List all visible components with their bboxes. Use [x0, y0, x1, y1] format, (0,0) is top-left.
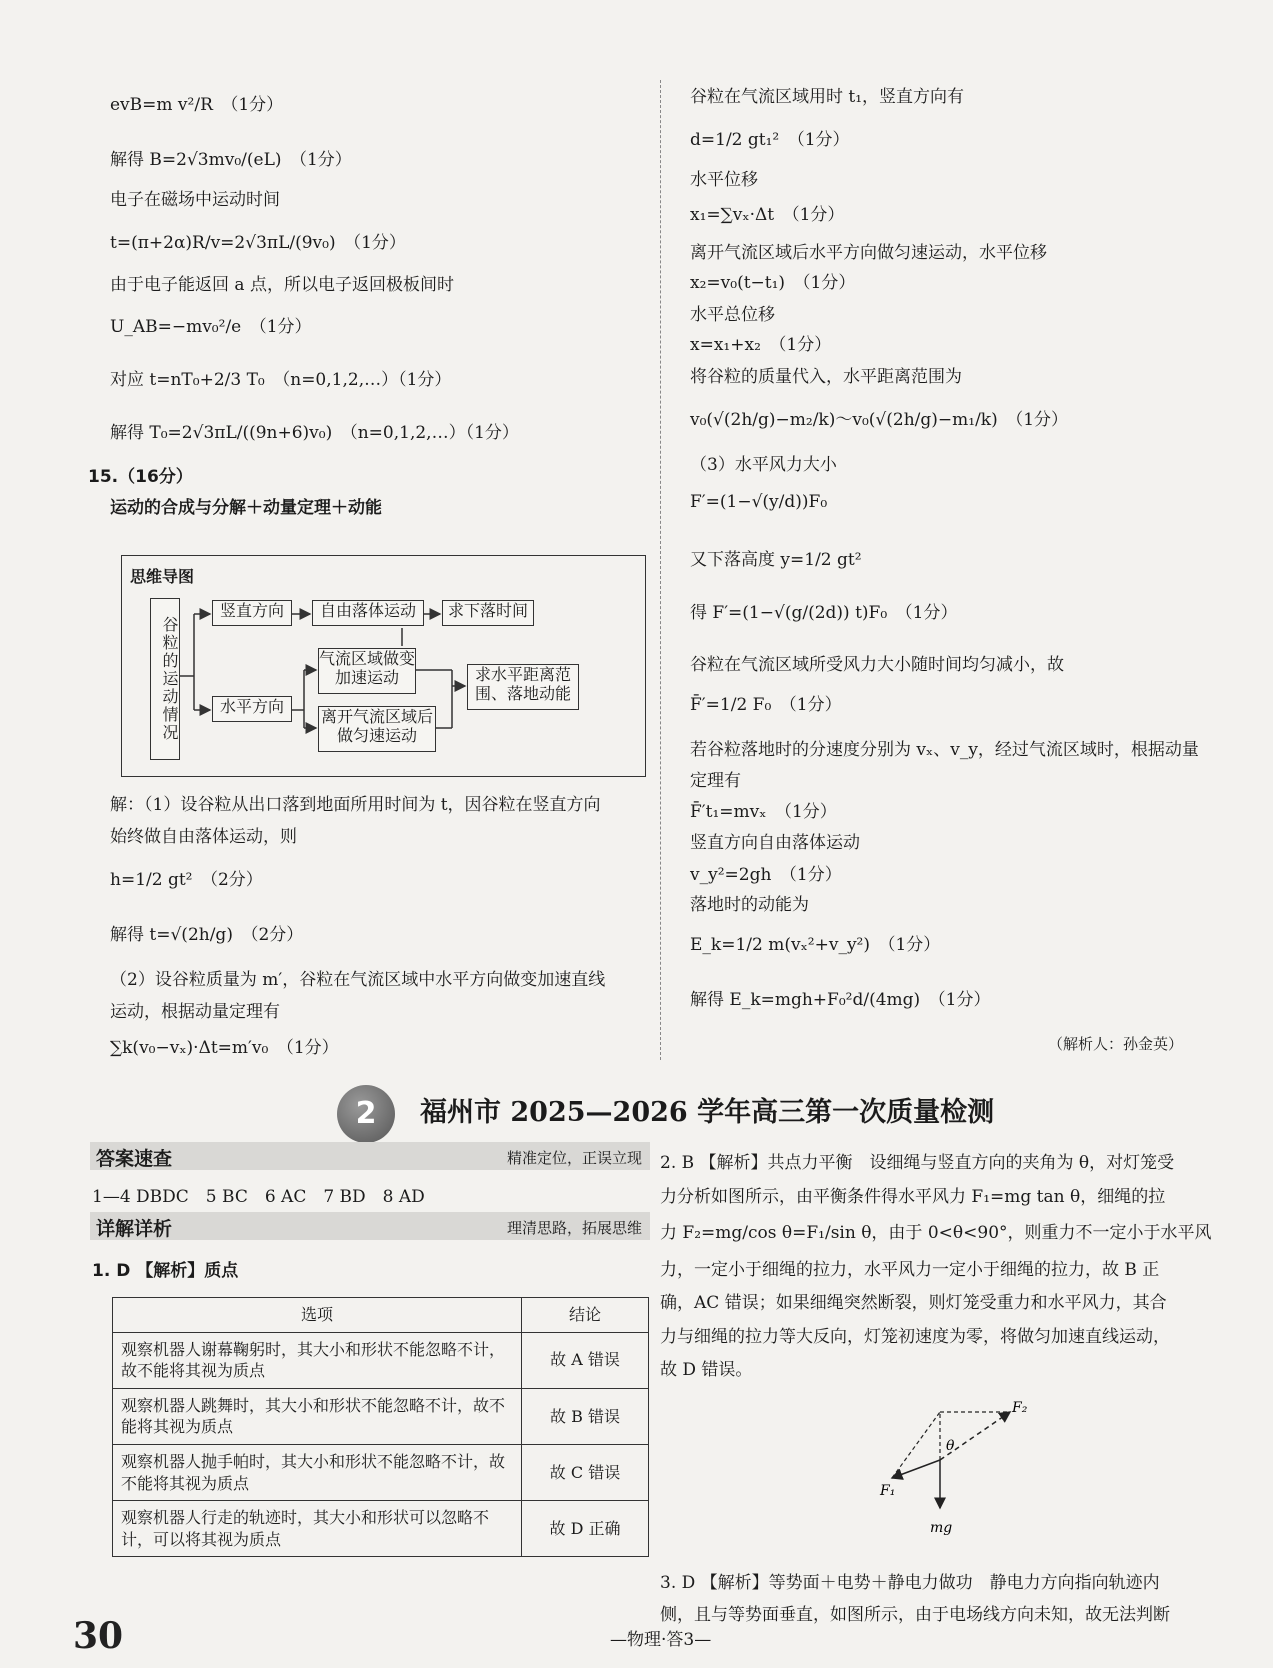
column-separator	[660, 80, 661, 1060]
right-line-23: E_k=1/2 m(vₓ²+v_y²) （1分）	[690, 935, 941, 955]
node-vertical: 竖直方向	[212, 600, 292, 626]
sol-line-5: （2）设谷粒质量为 m′，谷粒在气流区域中水平方向做变加速直线	[110, 970, 606, 990]
label-f1: F₁	[880, 1483, 896, 1499]
q1-table	[112, 1297, 649, 1557]
formula-t0: 解得 T₀=2√3πL/((9n+6)v₀) （n=0,1,2,…）（1分）	[110, 423, 519, 443]
q1-heading: 1. D 【解析】质点	[92, 1261, 239, 1281]
table-row	[113, 1388, 649, 1444]
q2-line-6: 力与细绳的拉力等大反向，灯笼初速度为零，将做匀加速直线运动，	[660, 1327, 1170, 1347]
text-time-label: 电子在磁场中运动时间	[110, 190, 280, 210]
q2-line-4: 力，一定小于细绳的拉力，水平风力一定小于细绳的拉力，故 B 正	[660, 1260, 1160, 1280]
node-fall-time: 求下落时间	[442, 600, 534, 626]
table-header-row	[113, 1298, 649, 1333]
formula-t: t=(π+2α)R/v=2√3πL/(9v₀) （1分）	[110, 233, 406, 253]
bar-details	[90, 1212, 650, 1240]
table-cell-conclusion: 故 A 错误	[522, 1332, 649, 1388]
right-line-24: 解得 E_k=mgh+F₀²d/(4mg) （1分）	[690, 990, 991, 1010]
table-cell-conclusion: 故 C 错误	[522, 1444, 649, 1500]
mind-map-title: 思维导图	[130, 567, 195, 586]
node-leave: 离开气流区域后做匀速运动	[318, 706, 436, 752]
table-row	[113, 1444, 649, 1500]
page-footer: —物理·答3—	[610, 1630, 712, 1650]
right-line-22: 落地时的动能为	[690, 895, 809, 915]
bar-details-motto: 理清思路，拓展思维	[506, 1219, 642, 1237]
sol-line-2: 始终做自由落体运动，则	[110, 827, 297, 847]
section-badge: 2	[337, 1085, 395, 1143]
label-mg: mg	[930, 1520, 953, 1536]
node-horizontal: 水平方向	[212, 696, 292, 722]
sol-line-7: ∑k(v₀−vₓ)·Δt=m′v₀ （1分）	[110, 1038, 339, 1058]
right-line-17: 若谷粒落地时的分速度分别为 vₓ、v_y，经过气流区域时，根据动量	[690, 740, 1199, 760]
table-cell-option: 观察机器人跳舞时，其大小和形状不能忽略不计，故不能将其视为质点	[113, 1388, 522, 1444]
bar-details-label: 详解详析	[96, 1218, 173, 1240]
q2-line-3: 力 F₂=mg/cos θ=F₁/sin θ，由于 0<θ<90°，则重力不一定小于水平风	[660, 1223, 1212, 1243]
mind-map	[121, 555, 646, 777]
right-line-18: 定理有	[690, 771, 741, 791]
author-credit: （解析人：孙金英）	[1048, 1035, 1184, 1053]
bar-answers-label: 答案速查	[96, 1148, 173, 1170]
force-diagram	[870, 1400, 1030, 1540]
table-row	[113, 1332, 649, 1388]
right-line-1: 谷粒在气流区域用时 t₁，竖直方向有	[690, 87, 965, 107]
mind-map-arrows	[122, 556, 645, 776]
right-line-2: d=1/2 gt₁² （1分）	[690, 130, 850, 150]
table-head-conclusion: 结论	[522, 1298, 649, 1333]
right-line-5: 离开气流区域后水平方向做匀速运动，水平位移	[690, 243, 1047, 263]
right-line-6: x₂=v₀(t−t₁) （1分）	[690, 273, 856, 293]
node-freefall: 自由落体运动	[312, 600, 424, 626]
formula-uab: U_AB=−mv₀²/e （1分）	[110, 317, 312, 337]
right-line-9: 将谷粒的质量代入，水平距离范围为	[690, 367, 962, 387]
right-line-7: 水平总位移	[690, 305, 775, 325]
node-result: 求水平距离范围、落地动能	[467, 664, 579, 710]
table-cell-option: 观察机器人谢幕鞠躬时，其大小和形状不能忽略不计，故不能将其视为质点	[113, 1332, 522, 1388]
sol-line-1: 解：（1）设谷粒从出口落到地面所用时间为 t，因谷粒在竖直方向	[110, 795, 601, 815]
q2-line-5: 确，AC 错误；如果细绳突然断裂，则灯笼受重力和水平风力，其合	[660, 1293, 1167, 1313]
right-line-14: 得 F′=(1−√(g/(2d)) t)F₀ （1分）	[690, 603, 958, 623]
q15-heading: 15.（16分）	[88, 467, 193, 487]
q2-line-2: 力分析如图所示，由平衡条件得水平风力 F₁=mg tan θ，细绳的拉	[660, 1187, 1166, 1207]
sol-line-4: 解得 t=√(2h/g) （2分）	[110, 925, 304, 945]
right-line-3: 水平位移	[690, 170, 758, 190]
table-cell-option: 观察机器人抛手帕时，其大小和形状不能忽略不计，故不能将其视为质点	[113, 1444, 522, 1500]
formula-evb: evB=m v²/R （1分）	[110, 95, 284, 115]
right-line-12: F′=(1−√(y/d))F₀	[690, 492, 828, 512]
bar-answers-motto: 精准定位，正误立现	[506, 1149, 642, 1167]
label-f2: F₂	[1012, 1400, 1028, 1416]
right-line-19: F̄′t₁=mvₓ （1分）	[690, 802, 837, 822]
node-airflow: 气流区域做变加速运动	[318, 648, 416, 694]
formula-b: 解得 B=2√3mv₀/(eL) （1分）	[110, 150, 352, 170]
right-line-10: v₀(√(2h/g)−m₂/k)～v₀(√(2h/g)−m₁/k) （1分）	[690, 410, 1069, 430]
label-theta: θ	[946, 1438, 955, 1454]
q15-topic: 运动的合成与分解＋动量定理＋动能	[110, 498, 382, 518]
right-line-15: 谷粒在气流区域所受风力大小随时间均匀减小，故	[690, 655, 1064, 675]
q3-line-1: 3. D 【解析】等势面＋电势＋静电力做功 静电力方向指向轨迹内	[660, 1573, 1160, 1593]
right-line-16: F̄′=1/2 F₀ （1分）	[690, 695, 842, 715]
right-line-11: （3）水平风力大小	[690, 455, 837, 475]
table-cell-conclusion: 故 B 错误	[522, 1388, 649, 1444]
formula-t-n: 对应 t=nT₀+2/3 T₀ （n=0,1,2,…）（1分）	[110, 370, 452, 390]
sol-line-3: h=1/2 gt² （2分）	[110, 870, 263, 890]
table-cell-option: 观察机器人行走的轨迹时，其大小和形状可以忽略不计，可以将其视为质点	[113, 1501, 522, 1557]
answer-key: 1—4 DBDC 5 BC 6 AC 7 BD 8 AD	[92, 1187, 425, 1207]
right-line-13: 又下落高度 y=1/2 gt²	[690, 550, 862, 570]
q3-line-2: 侧，且与等势面垂直，如图所示，由于电场线方向未知，故无法判断	[660, 1605, 1170, 1625]
bar-answers	[90, 1142, 650, 1170]
right-line-20: 竖直方向自由落体运动	[690, 833, 860, 853]
text-return: 由于电子能返回 a 点，所以电子返回极板间时	[110, 275, 454, 295]
section-title: 福州市 2025—2026 学年高三第一次质量检测	[420, 1097, 995, 1128]
right-line-4: x₁=∑vₓ·Δt （1分）	[690, 205, 845, 225]
sol-line-6: 运动，根据动量定理有	[110, 1002, 280, 1022]
q2-line-7: 故 D 错误。	[660, 1360, 753, 1380]
q2-line-1: 2. B 【解析】共点力平衡 设细绳与竖直方向的夹角为 θ，对灯笼受	[660, 1153, 1175, 1173]
table-head-option: 选项	[113, 1298, 522, 1333]
table-row	[113, 1501, 649, 1557]
page-number: 30	[73, 1615, 124, 1657]
right-line-21: v_y²=2gh （1分）	[690, 865, 842, 885]
right-line-8: x=x₁+x₂ （1分）	[690, 335, 832, 355]
table-cell-conclusion: 故 D 正确	[522, 1501, 649, 1557]
node-root: 谷粒的运动情况	[150, 598, 180, 760]
